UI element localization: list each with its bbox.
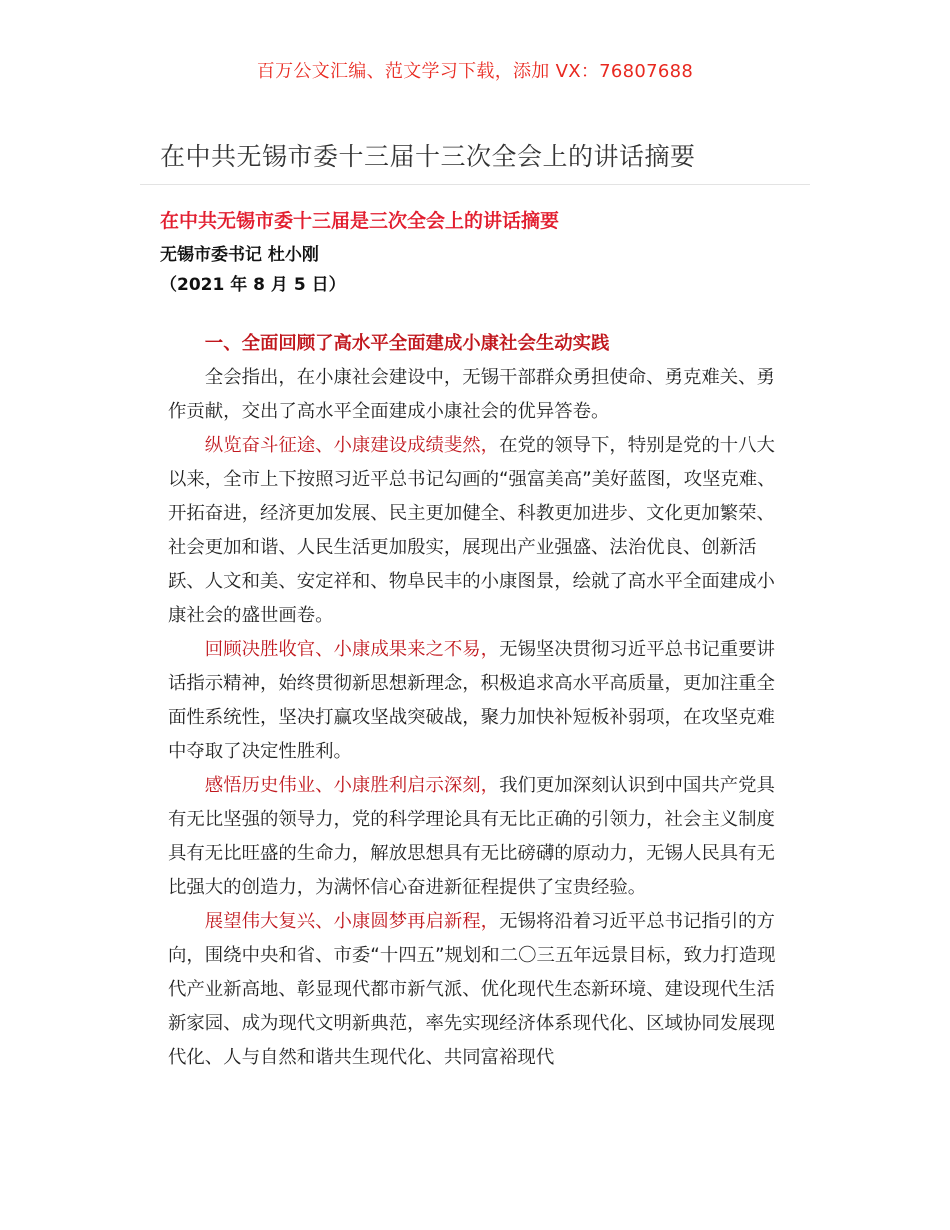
paragraph-lead: 回顾决胜收官、小康成果来之不易， — [204, 639, 500, 660]
paragraph — [168, 429, 784, 633]
paragraph-text: 无锡坚决贯彻习近平总书记重要讲话指示精神，始终贯彻新思想新理念，积极追求高水平高质量，更加注重全面性系统性，坚决打赢攻坚战突破战，聚力加快补短板补弱项，在攻坚克难中夺取了决定性胜利。 — [168, 639, 775, 762]
section-heading: 一、全面回顾了高水平全面建成小康社会生动实践 — [204, 333, 610, 354]
paragraph-lead: 展望伟大复兴、小康圆梦再启新程， — [204, 911, 500, 932]
title-divider — [140, 184, 810, 185]
paragraph-text: 全会指出，在小康社会建设中，无锡干部群众勇担使命、勇克难关、勇作贡献，交出了高水平全面建成小康社会的优异答卷。 — [168, 367, 775, 422]
paragraph-text: 在党的领导下，特别是党的十八大以来，全市上下按照习近平总书记勾画的“强富美高”美好蓝图，攻坚克难、开拓奋进，经济更加发展、民主更加健全、科教更加进步、文化更加繁荣、社会更加和谐、人民生活更加殷实，展现出产业强盛、法治优良、创新活跃、人文和美、安定祥和、物阜民丰的小康图景，绘就了高水平全面建成小康社会的盛世画卷。 — [168, 435, 776, 626]
article-body — [168, 327, 784, 1075]
paragraph-text: 我们更加深刻认识到中国共产党具有无比坚强的领导力，党的科学理论具有无比正确的引领力，社会主义制度具有无比旺盛的生命力，解放思想具有无比磅礴的原动力，无锡人民具有无比强大的创造力，为满怀信心奋进新征程提供了宝贵经验。 — [168, 775, 775, 898]
speech-title: 在中共无锡市委十三届是三次全会上的讲话摘要 — [160, 210, 560, 232]
paragraph-lead: 纵览奋斗征途、小康建设成绩斐然， — [204, 435, 500, 456]
paragraph — [168, 905, 784, 1075]
speech-date: （2021 年 8 月 5 日） — [160, 275, 346, 295]
paragraph-text: 无锡将沿着习近平总书记指引的方向，围绕中央和省、市委“十四五”规划和二〇三五年远景目标，致力打造现代产业新高地、彰显现代都市新气派、优化现代生态新环境、建设现代生活新家园、成为现代文明新典范，率先实现经济体系现代化、区域协同发展现代化、人与自然和谐共生现代化、共同富裕现代 — [168, 911, 776, 1068]
paragraph — [168, 633, 784, 769]
paragraph — [168, 361, 784, 429]
promo-banner: 百万公文汇编、范文学习下载，添加 VX：76807688 — [256, 61, 694, 82]
document-title: 在中共无锡市委十三届十三次全会上的讲话摘要 — [160, 142, 696, 171]
paragraph — [168, 769, 784, 905]
paragraph-lead: 感悟历史伟业、小康胜利启示深刻， — [204, 775, 500, 796]
speech-author: 无锡市委书记 杜小刚 — [160, 245, 319, 265]
